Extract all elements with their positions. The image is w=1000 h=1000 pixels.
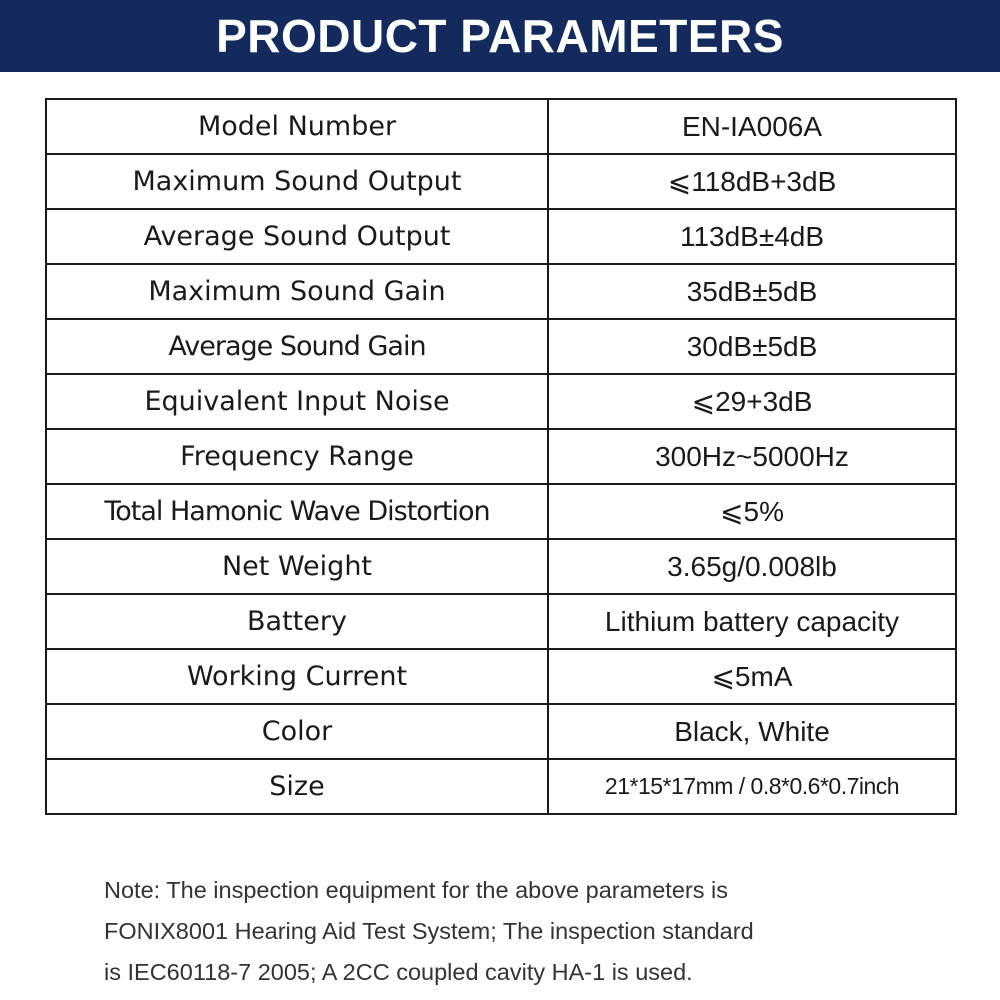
title-banner — [0, 0, 1000, 72]
note-line-3: is IEC60118-7 2005; A 2CC coupled cavity HA-1 is used. — [104, 959, 693, 985]
row-label-battery: Battery — [46, 594, 548, 649]
table-row — [46, 319, 956, 374]
row-value-maximum-sound-gain: 35dB±5dB — [548, 264, 956, 319]
row-label-maximum-sound-gain: Maximum Sound Gain — [46, 264, 548, 319]
row-label-average-sound-output: Average Sound Output — [46, 209, 548, 264]
row-value-average-sound-gain: 30dB±5dB — [548, 319, 956, 374]
row-value-model-number: EN-IA006A — [548, 99, 956, 154]
table-row — [46, 99, 956, 154]
table-row — [46, 154, 956, 209]
row-label-model-number: Model Number — [46, 99, 548, 154]
row-label-color: Color — [46, 704, 548, 759]
row-label-frequency-range: Frequency Range — [46, 429, 548, 484]
row-value-working-current: ⩽5mA — [548, 649, 956, 704]
row-value-maximum-sound-output: ⩽118dB+3dB — [548, 154, 956, 209]
row-label-maximum-sound-output: Maximum Sound Output — [46, 154, 548, 209]
row-label-size: Size — [46, 759, 548, 814]
table-row — [46, 374, 956, 429]
note-line-1: Note: The inspection equipment for the above parameters is — [104, 877, 728, 903]
table-row — [46, 429, 956, 484]
inspection-note — [104, 870, 924, 993]
table-row — [46, 594, 956, 649]
row-value-battery: Lithium battery capacity — [548, 594, 956, 649]
table-row — [46, 539, 956, 594]
table-row — [46, 264, 956, 319]
row-label-equivalent-input-noise: Equivalent Input Noise — [46, 374, 548, 429]
note-line-2: FONIX8001 Hearing Aid Test System; The inspection standard — [104, 918, 754, 944]
row-label-working-current: Working Current — [46, 649, 548, 704]
row-value-frequency-range: 300Hz~5000Hz — [548, 429, 956, 484]
row-value-average-sound-output: 113dB±4dB — [548, 209, 956, 264]
row-value-color: Black, White — [548, 704, 956, 759]
table-row — [46, 484, 956, 539]
table-row — [46, 649, 956, 704]
row-label-total-harmonic-distortion: Total Hamonic Wave Distortion — [46, 484, 548, 539]
row-label-average-sound-gain: Average Sound Gain — [46, 319, 548, 374]
table-row — [46, 209, 956, 264]
parameters-table — [45, 98, 957, 815]
row-value-size: 21*15*17mm / 0.8*0.6*0.7inch — [548, 759, 956, 814]
row-value-equivalent-input-noise: ⩽29+3dB — [548, 374, 956, 429]
row-label-net-weight: Net Weight — [46, 539, 548, 594]
table-row — [46, 704, 956, 759]
page-title: PRODUCT PARAMETERS — [216, 10, 784, 62]
table-row — [46, 759, 956, 814]
row-value-total-harmonic-distortion: ⩽5% — [548, 484, 956, 539]
row-value-net-weight: 3.65g/0.008lb — [548, 539, 956, 594]
